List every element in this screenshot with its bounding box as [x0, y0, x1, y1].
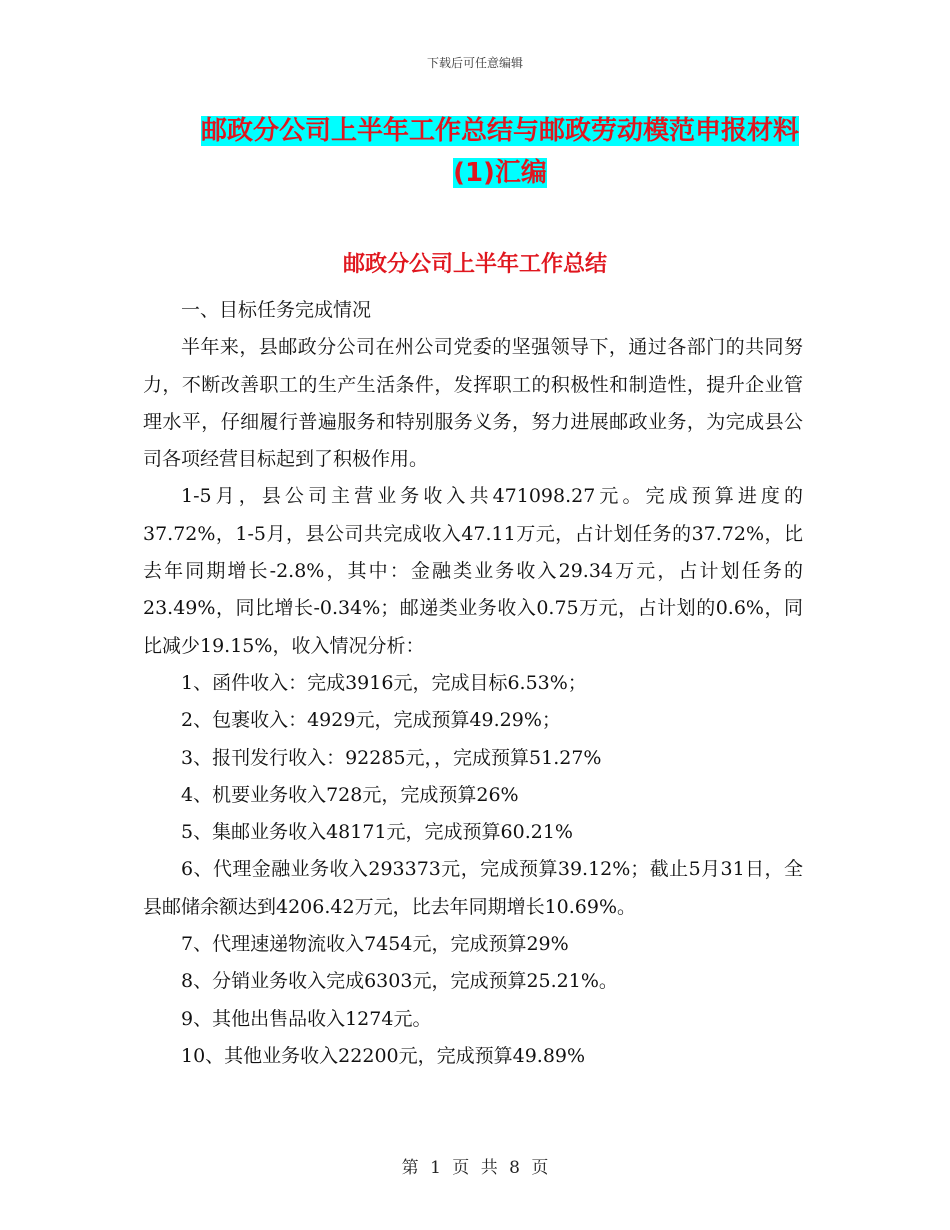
list-item: 5、集邮业务收入48171元，完成预算60.21%	[181, 821, 573, 844]
list-item: 9、其他出售品收入1274元。	[181, 1007, 432, 1030]
list-item: 4、机要业务收入728元，完成预算26%	[181, 783, 519, 806]
document-title-line-2	[100, 152, 900, 194]
page-number: 第 1 页 共 8 页	[401, 1158, 549, 1178]
document-title-line-1	[100, 110, 900, 152]
list-item: 8、分销业务收入完成6303元，完成预算25.21%。	[181, 970, 618, 993]
list-item: 10、其他业务收入22200元，完成预算49.89%	[181, 1044, 586, 1067]
document-title-text-2: (1)汇编	[453, 158, 547, 188]
paragraph-summary: 半年来，县邮政分公司在州公司党委的坚强领导下，通过各部门的共同努力，不断改善职工的生产生活条件，发挥职工的积极性和制造性，提升企业管理水平，仔细履行普遍服务和特别服务义务，努力进展邮政业务，为完成县公司各项经营目标起到了积极作用。	[143, 336, 803, 471]
list-item: 2、包裹收入：4929元，完成预算49.29%；	[181, 709, 561, 732]
list-item: 7、代理速递物流收入7454元，完成预算29%	[181, 933, 569, 956]
header-note: 下载后可任意编辑	[426, 56, 523, 70]
document-body	[143, 292, 803, 1075]
section-title: 邮政分公司上半年工作总结	[342, 252, 607, 277]
paragraph-heading-targets: 一、目标任务完成情况	[181, 299, 372, 321]
list-item: 6、代理金融业务收入293373元，完成预算39.12%；截止5月31日，全县邮储余额达到4206.42万元，比去年同期增长10.69%。	[143, 858, 803, 918]
document-title-text-1: 邮政分公司上半年工作总结与邮政劳动模范申报材料	[200, 116, 799, 146]
paragraph-revenue: 1-5月，县公司主营业务收入共471098.27元。完成预算进度的37.72%，1-5月，县公司共完成收入47.11万元，占计划任务的37.72%，比去年同期增长-2.8%，其中：金融类业务收入29.34万元，占计划任务的23.49%，同比增长-0.34%；邮递类业务收入0.75万元，占计划的0.6%，同比减少19.15%，收入情况分析：	[143, 485, 803, 657]
list-item: 1、函件收入：完成3916元，完成目标6.53%；	[181, 671, 587, 694]
list-item: 3、报刊发行收入：92285元，，完成预算51.27%	[181, 746, 602, 769]
